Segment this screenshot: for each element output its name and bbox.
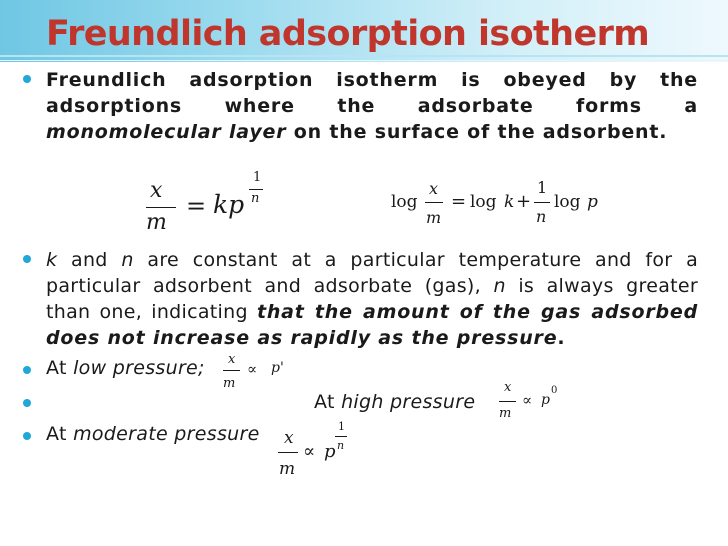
- statement-emphasis: monomolecular layer: [46, 121, 287, 143]
- mod-m: m: [279, 459, 296, 479]
- low-x: x: [228, 352, 236, 367]
- eq1-equals: =: [186, 192, 207, 220]
- high-exp-zero: 0: [551, 385, 558, 396]
- eq2-log3: log: [554, 192, 581, 212]
- eq1-exp-bar: [249, 189, 263, 190]
- bullet-constants-explanation: [46, 247, 698, 351]
- low-pressure-line: [46, 357, 205, 379]
- symbol-k: k: [46, 249, 58, 271]
- text-at: At: [46, 357, 74, 379]
- slide-title: Freundlich adsorption isotherm: [46, 14, 650, 54]
- text-segment: are constant at a particular temperature and for a particular adsorbent and adsorbate (gas),: [46, 249, 699, 297]
- eq2-one: 1: [537, 178, 548, 197]
- moderate-pressure-label: moderate pressure: [73, 423, 260, 445]
- eq2-m: m: [426, 208, 442, 227]
- eq2-k: k: [504, 192, 515, 212]
- eq1-fraction-bar: [146, 207, 176, 208]
- low-m: m: [223, 376, 236, 391]
- bullet-dot: [23, 432, 31, 440]
- bullet-freundlich-statement: [46, 67, 698, 145]
- text-segment: and: [57, 249, 122, 271]
- eq2-log2: log: [470, 192, 497, 212]
- mod-frac-bar: [278, 452, 298, 453]
- low-frac-bar: [223, 370, 240, 371]
- high-pressure-label: high pressure: [341, 391, 476, 413]
- high-pressure-line: [314, 391, 475, 413]
- text-period: .: [557, 327, 565, 349]
- eq1-exp-one: 1: [253, 170, 262, 185]
- high-m: m: [499, 406, 512, 421]
- mod-exp-n: n: [337, 439, 345, 452]
- title-rule-lower: [0, 60, 728, 61]
- bullet-dot: [23, 399, 31, 407]
- eq2-plus: +: [516, 191, 532, 212]
- high-frac-bar: [499, 401, 516, 402]
- symbol-n: n: [121, 249, 134, 271]
- statement-text: Freundlich adsorption isotherm is obeyed by the adsorptions where the adsorbate forms a: [46, 69, 698, 117]
- mod-prop: ∝: [303, 441, 316, 462]
- text-segment: is always greater than one, indicating: [46, 275, 698, 323]
- eq2-frac2-bar: [534, 202, 550, 203]
- mod-p: p: [324, 441, 336, 462]
- high-prop: ∝: [522, 391, 533, 409]
- bullet-dot: [23, 255, 31, 263]
- mod-exp-bar: [335, 436, 347, 437]
- eq2-log1: log: [391, 192, 418, 212]
- moderate-pressure-line: [46, 423, 260, 445]
- emphasis-conclusion: that the amount of the gas adsorbed does not increase as rapidly as the pressure: [46, 301, 698, 349]
- title-rule: [0, 55, 728, 57]
- text-at: At: [46, 423, 74, 445]
- eq2-equals: =: [451, 191, 467, 212]
- high-x: x: [504, 380, 512, 395]
- eq2-n: n: [536, 207, 547, 226]
- statement-text-end: on the surface of the adsorbent.: [286, 121, 668, 143]
- bullet-dot: [23, 366, 31, 374]
- high-p: p: [541, 392, 550, 408]
- eq2-x: x: [429, 179, 439, 198]
- mod-x: x: [284, 428, 294, 448]
- eq2-p: p: [587, 192, 598, 212]
- eq2-frac1-bar: [425, 202, 443, 203]
- low-prop: ∝: [247, 360, 258, 378]
- bullet-dot: [23, 75, 31, 83]
- eq1-kp: kp: [213, 190, 245, 219]
- eq1-exp-n: n: [251, 191, 260, 206]
- low-p-prime: p': [271, 360, 284, 376]
- eq1-m: m: [146, 210, 167, 235]
- symbol-n: n: [493, 275, 506, 297]
- mod-exp-one: 1: [338, 420, 345, 433]
- text-at: At: [314, 391, 342, 413]
- eq1-x: x: [150, 178, 163, 203]
- low-pressure-label: low pressure;: [73, 357, 205, 379]
